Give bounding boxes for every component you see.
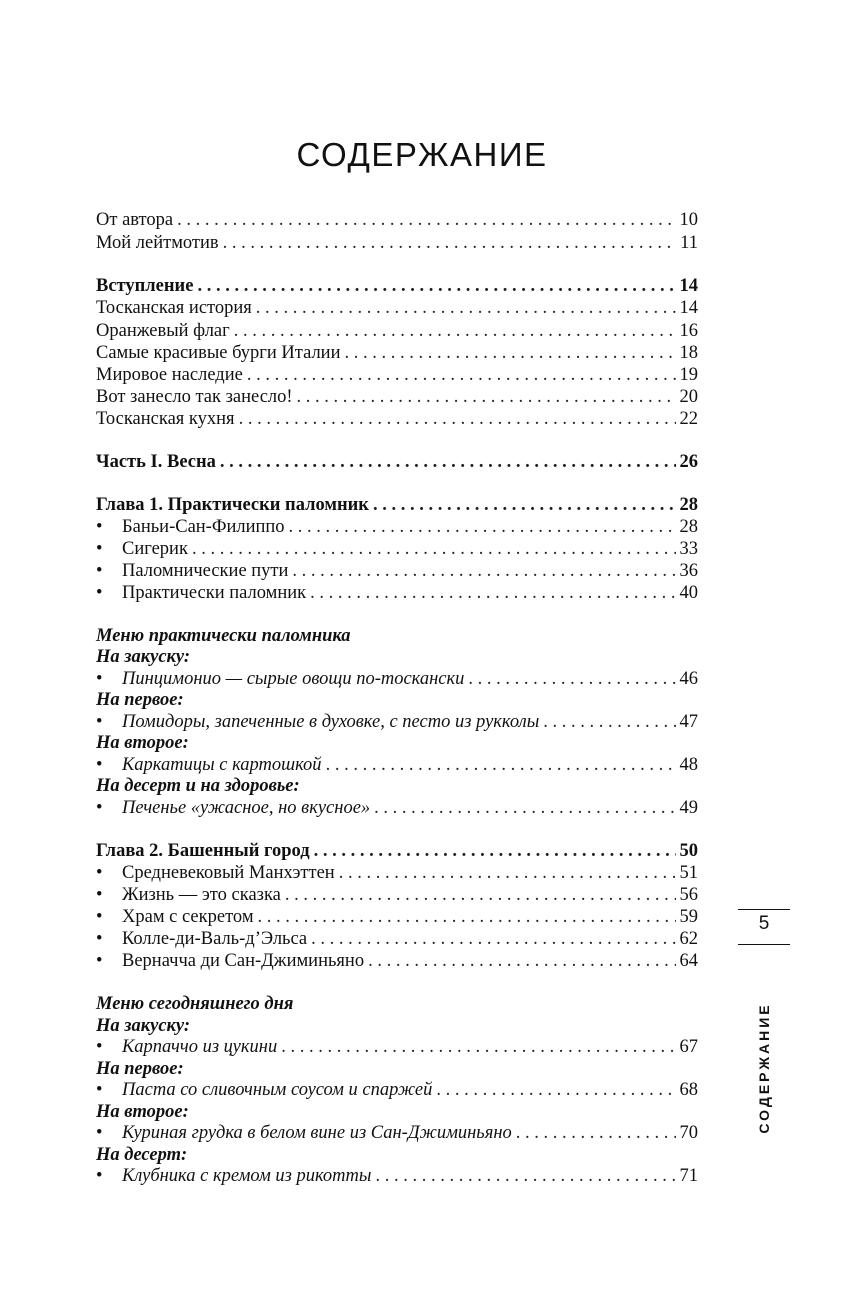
toc-entry: От автора . . . 10	[96, 208, 698, 232]
course-heading: На десерт:	[96, 1145, 188, 1165]
toc-entry: • Печенье «ужасное, но вкусное» . . . 49	[96, 796, 698, 820]
toc-entry: • Верначча ди Сан-Джиминьяно . . . 64	[96, 949, 698, 973]
course-heading: На закуску:	[96, 647, 191, 667]
toc-entry: Тосканская кухня . . . 22	[96, 407, 698, 431]
running-head-vertical: СОДЕРЖАНИЕ	[756, 1002, 772, 1134]
toc-entry: Мой лейтмотив . . . 11	[96, 231, 698, 255]
toc-entry: • Сигерик . . . 33	[96, 537, 698, 561]
toc-section-entry: Глава 1. Практически паломник . . . 28	[96, 493, 698, 517]
toc-entry: • Клубника с кремом из рикотты . . . 71	[96, 1164, 698, 1188]
toc-entry: • Куриная грудка в белом вине из Сан-Джиминьяно . . . 70	[96, 1121, 698, 1145]
toc-entry: • Каркатицы с картошкой . . . 48	[96, 753, 698, 777]
page-title: СОДЕРЖАНИЕ	[296, 136, 548, 173]
toc-entry: • Паста со сливочным соусом и спаржей . . . 68	[96, 1078, 698, 1102]
toc-entry: • Пинцимонио — сырые овощи по-тоскански . . . 46	[96, 667, 698, 691]
course-heading: На десерт и на здоровье:	[96, 776, 300, 796]
course-heading: На второе:	[96, 733, 189, 753]
toc-section-entry: Часть I. Весна . . . 26	[96, 450, 698, 474]
course-heading: На второе:	[96, 1102, 189, 1122]
page-number-rule-bottom	[738, 944, 790, 945]
page-number-rule-top	[738, 909, 790, 910]
toc-entry: Самые красивые бурги Италии . . . 18	[96, 341, 698, 365]
menu-heading: Меню практически паломника	[96, 626, 351, 646]
toc-entry: Тосканская история . . . 14	[96, 296, 698, 320]
course-heading: На первое:	[96, 1059, 184, 1079]
toc-entry: Мировое наследие . . . 19	[96, 363, 698, 387]
toc-entry: • Колле-ди-Валь-д’Эльса . . . 62	[96, 927, 698, 951]
toc-entry: • Средневековый Манхэттен . . . 51	[96, 861, 698, 885]
toc-section-entry: Глава 2. Башенный город . . . 50	[96, 839, 698, 863]
toc-entry: Оранжевый флаг . . . 16	[96, 319, 698, 343]
toc-entry: • Помидоры, запеченные в духовке, с песто из рукколы . . . 47	[96, 710, 698, 734]
toc-entry: • Баньи-Сан-Филиппо . . . 28	[96, 515, 698, 539]
page-number: 5	[758, 913, 770, 934]
toc-entry: • Карпаччо из цукини . . . 67	[96, 1035, 698, 1059]
toc-entry: • Жизнь — это сказка . . . 56	[96, 883, 698, 907]
course-heading: На первое:	[96, 690, 184, 710]
toc-entry: • Практически паломник . . . 40	[96, 581, 698, 605]
menu-heading: Меню сегодняшнего дня	[96, 994, 294, 1014]
toc-section-entry: Вступление . . . 14	[96, 274, 698, 298]
toc-entry: Вот занесло так занесло! . . . 20	[96, 385, 698, 409]
course-heading: На закуску:	[96, 1016, 191, 1036]
toc-entry: • Храм с секретом . . . 59	[96, 905, 698, 929]
toc-entry: • Паломнические пути . . . 36	[96, 559, 698, 583]
